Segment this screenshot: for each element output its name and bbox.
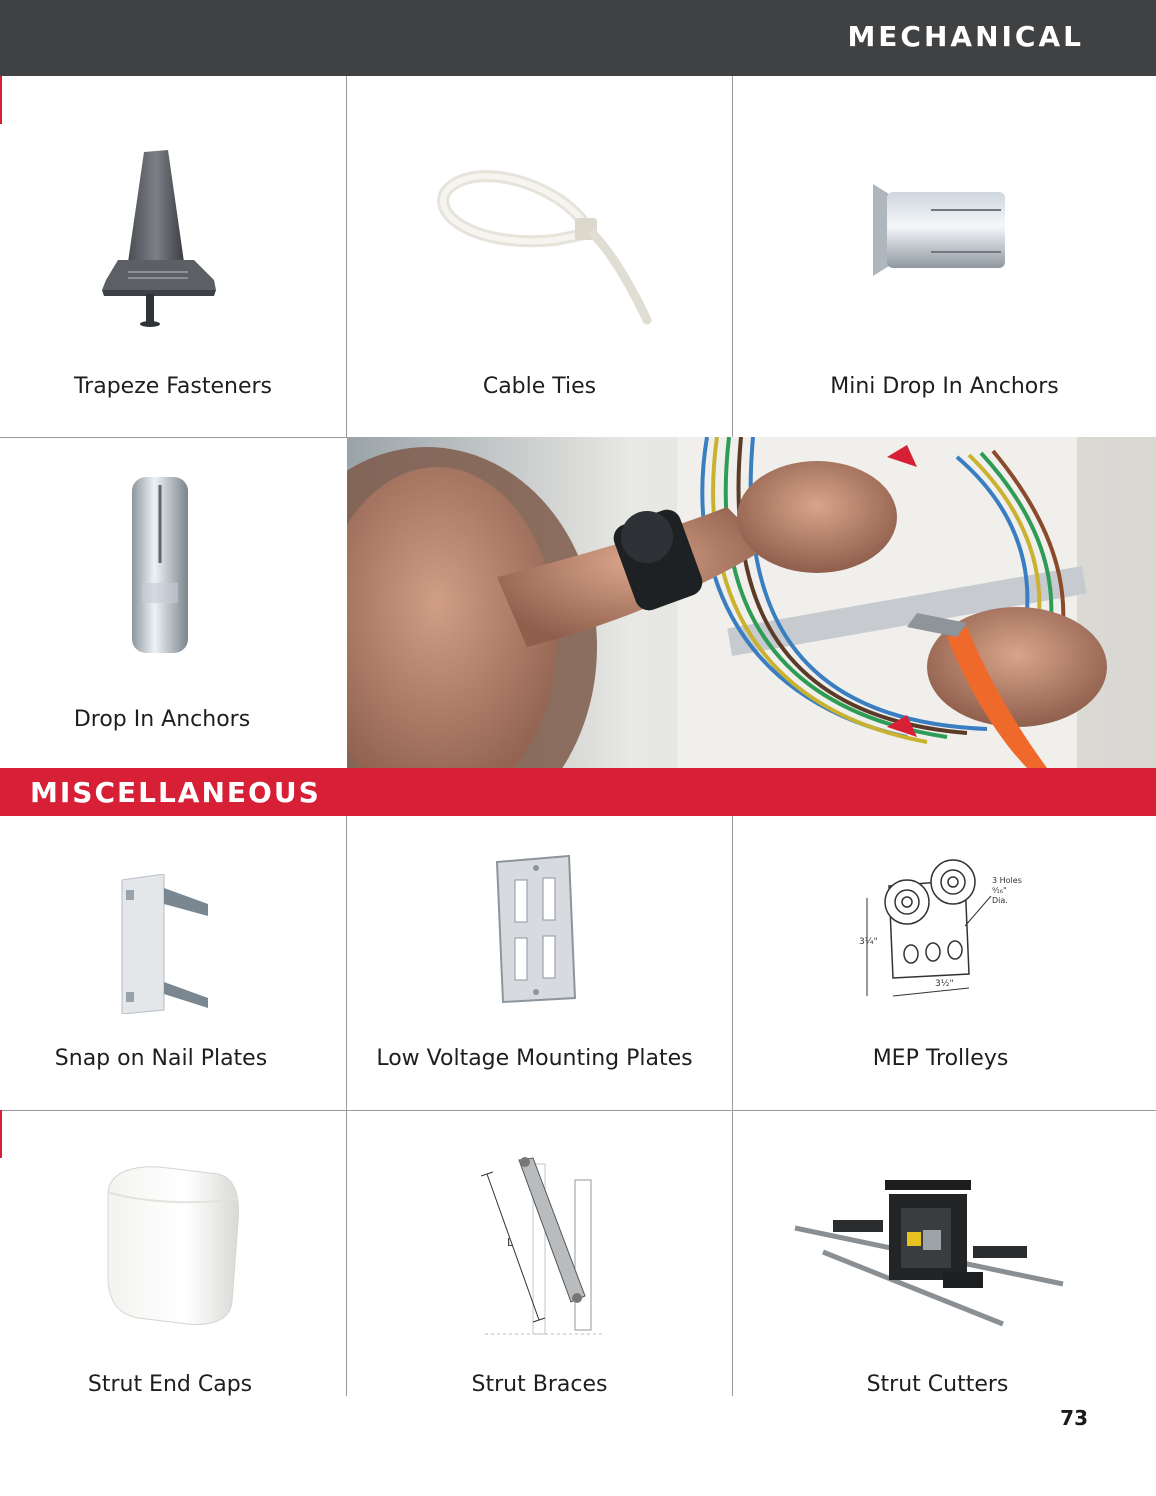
product-label: Trapeze Fasteners [73, 374, 273, 399]
trolley-height-dimension: 3¼" [859, 937, 878, 947]
section-title-miscellaneous: MISCELLANEOUS [30, 776, 321, 809]
brace-length-label: L [507, 1236, 514, 1249]
product-cell-snap-on-nail-plates [0, 816, 346, 1110]
product-label: Cable Ties [482, 374, 597, 399]
product-cell-trapeze-fasteners [0, 76, 346, 437]
cable-tie-icon [435, 162, 665, 332]
product-label: Mini Drop In Anchors [830, 374, 1059, 399]
mounting-plate-icon [491, 854, 581, 1004]
product-cell-strut-cutters [733, 1110, 1156, 1396]
product-label: Drop In Anchors [73, 707, 251, 732]
product-label: Strut Braces [471, 1372, 608, 1397]
trapeze-fastener-icon [88, 132, 228, 332]
trolley-width-dimension: 3½" [935, 979, 954, 989]
product-label: MEP Trolleys [872, 1046, 1009, 1071]
strut-brace-icon [475, 1150, 625, 1340]
drop-in-anchor-icon [122, 473, 202, 663]
end-cap-icon [98, 1162, 248, 1332]
section-header-bar [0, 0, 1156, 76]
product-label: Strut Cutters [866, 1372, 1009, 1397]
product-label: Snap on Nail Plates [54, 1046, 268, 1071]
product-cell-strut-end-caps [0, 1110, 346, 1396]
product-cell-drop-in-anchors [0, 437, 346, 768]
product-cell-low-voltage-mounting-plates [347, 816, 732, 1110]
trolley-holes-note: 3 Holes ⁹⁄₁₆" Dia. [992, 876, 1022, 905]
mini-drop-in-anchor-icon [871, 180, 1011, 280]
product-cell-cable-ties [347, 76, 732, 437]
product-cell-mep-trolleys [733, 816, 1156, 1110]
product-cell-mini-drop-in-anchors [733, 76, 1156, 437]
electrician-wiring-photo [347, 437, 1156, 768]
page-number: 73 [1060, 1406, 1088, 1430]
product-label: Low Voltage Mounting Plates [376, 1046, 693, 1071]
section-title-mechanical: MECHANICAL [847, 20, 1084, 53]
product-cell-strut-braces [347, 1110, 732, 1396]
section-header-bar-misc [0, 768, 1156, 816]
product-label: Strut End Caps [87, 1372, 253, 1397]
nail-plate-icon [112, 874, 222, 1014]
strut-cutter-icon [793, 1172, 1073, 1332]
